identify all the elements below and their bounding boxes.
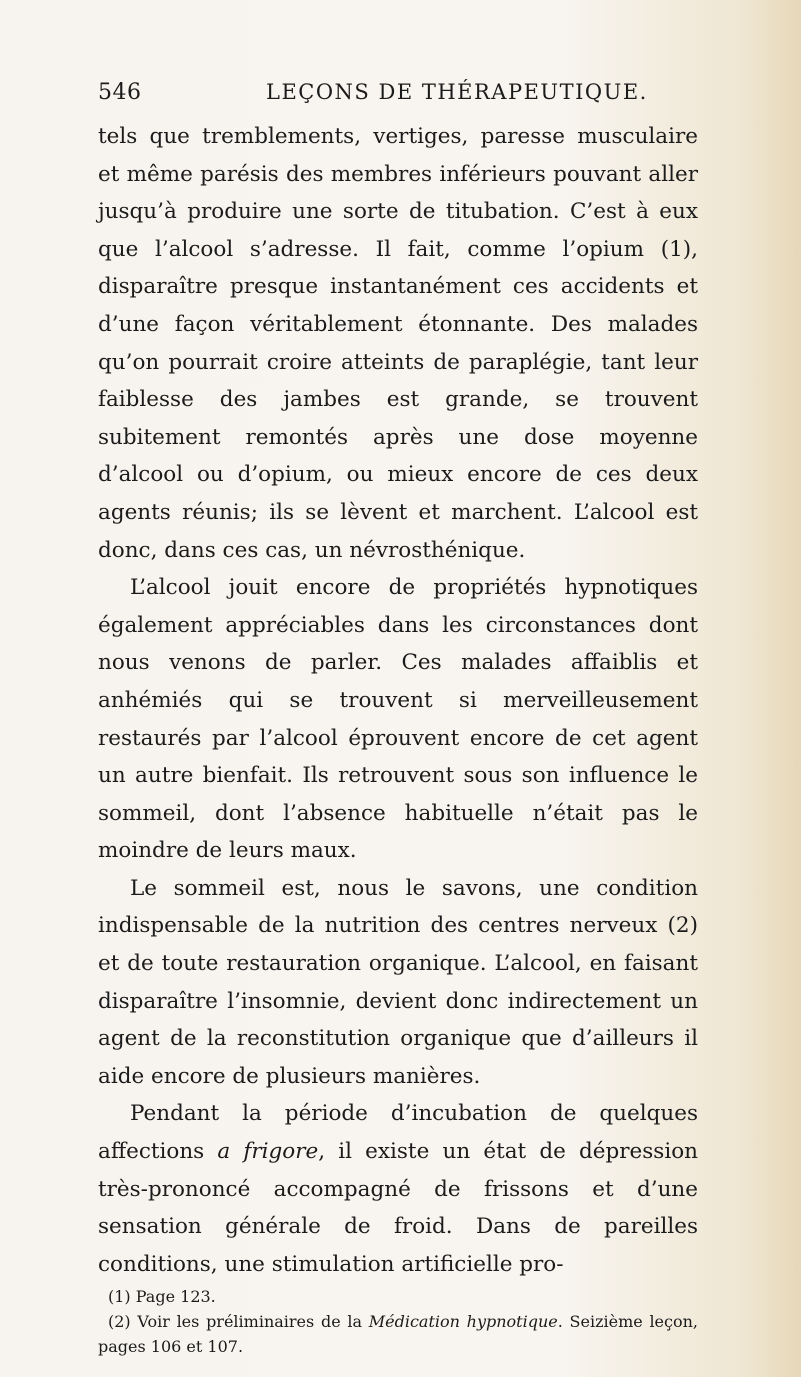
paragraph-1: tels que tremblements, vertiges, paresse musculaire et même parésis des membres inférieurs pouvant aller jusqu’à produire une sorte de titubation. C’est à eux que l’alcool s’adresse. Il fait, comme l’opium (1), disparaître presque instantanément ces accidents et d’une façon véritablement étonnante. Des malades qu’on pourrait croire atteints de paraplégie, tant leur faiblesse des jambes est grande, se trouvent subitement remontés après une dose moyenne d’alcool ou d’opium, ou mieux encore de ces deux agents réunis; ils se lèvent et marchent. L’alcool est donc, dans ces cas, un névrosthénique. <box>98 124 698 563</box>
paragraph-4-italic-term: a frigore <box>217 1139 319 1165</box>
running-title: LEÇONS DE THÉRAPEUTIQUE. <box>266 80 648 104</box>
footnote-2-start: (2) Voir les préliminaires de la <box>108 1312 369 1331</box>
paragraph-3: Le sommeil est, nous le savons, une condition indispensable de la nutrition des centres nerveux (2) et de toute restauration organique. L’alcool, en faisant disparaître l’insomnie, devient donc indirectement un agent de la reconstitution organique que d’ailleurs il aide encore de plusieurs manières. <box>98 875 698 1089</box>
paragraph-4-end: , il existe un état de dépression très-prononcé accompagné de frissons et d’une sensation générale de froid. Dans de pareilles conditions, une stimulation artificielle pro- <box>98 1139 698 1277</box>
paragraph-4-start: Pendant la période d’incubation de quelques affections <box>98 1101 698 1165</box>
page-header <box>98 80 708 110</box>
footnote-2 <box>98 1309 698 1359</box>
paragraph-4 <box>98 1095 698 1283</box>
footnote-2-end: . Seizième leçon, pages 106 et 107. <box>98 1312 699 1356</box>
paragraph-2: L’alcool jouit encore de propriétés hypnotiques également appréciables dans les circonstances dont nous venons de parler. Ces malades affaiblis et anhémiés qui se trouvent si merveilleusement restaurés par l’alcool éprouvent encore de cet agent un autre bienfait. Ils retrouvent sous son influence le sommeil, dont l’absence habituelle n’était pas le moindre de leurs maux. <box>98 575 698 864</box>
footnote-1: (1) Page 123. <box>108 1287 216 1306</box>
body-text <box>98 118 698 1283</box>
footnote-2-italic-title: Médication hypnotique <box>368 1312 558 1331</box>
footnotes <box>98 1284 698 1359</box>
page-number: 546 <box>98 80 142 105</box>
